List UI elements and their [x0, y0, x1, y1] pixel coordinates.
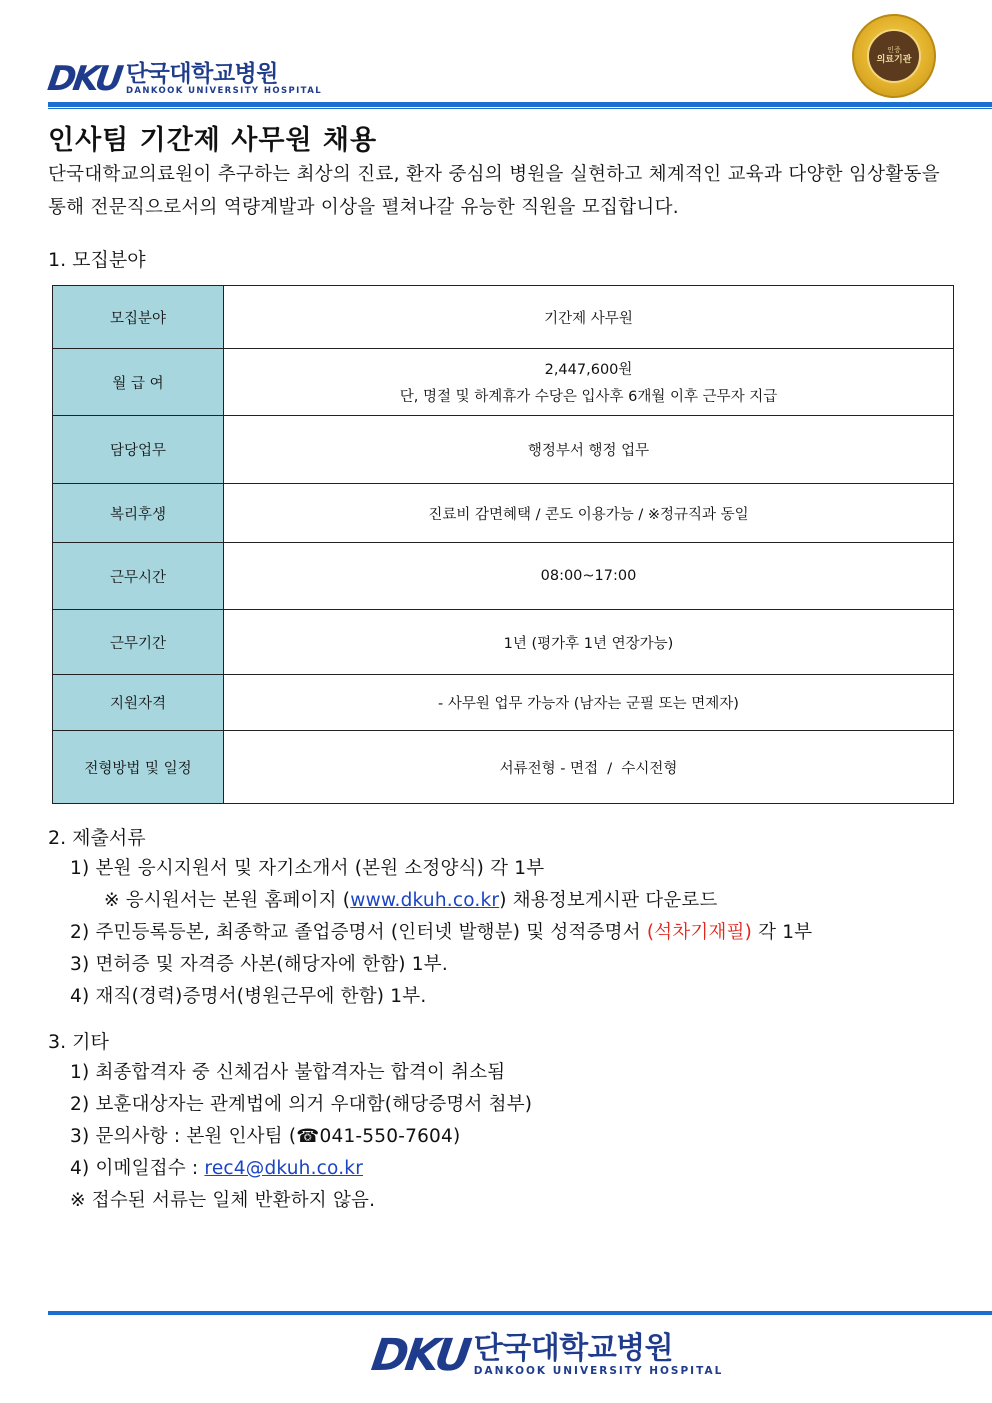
- top-divider: [48, 102, 992, 107]
- table-row: [53, 731, 954, 804]
- row-label: 전형방법 및 일정: [53, 731, 224, 804]
- row-value-cell: [224, 349, 954, 416]
- top-divider-thin: [48, 108, 992, 109]
- note-text: ※ 응시원서는 본원 홈페이지 (: [104, 890, 351, 911]
- page-title: 인사팀 기간제 사무원 채용: [48, 125, 378, 156]
- table-row: [53, 286, 954, 349]
- list-item: 1) 본원 응시지원서 및 자기소개서 (본원 소정양식) 각 1부: [70, 858, 545, 879]
- list-item: 1) 최종합격자 중 신체검사 불합격자는 합격이 취소됨: [70, 1062, 506, 1083]
- hospital-name: 단국대학교병원: [473, 1331, 674, 1366]
- table-row: [53, 349, 954, 416]
- homepage-link[interactable]: www.dkuh.co.kr: [350, 890, 500, 911]
- section3-heading: 3. 기타: [48, 1031, 109, 1053]
- logo-text: [126, 62, 322, 96]
- dku-logo-mark: [45, 59, 123, 99]
- item-text: 각 1부: [752, 922, 813, 943]
- row-label: 담당업무: [53, 416, 224, 484]
- dku-logo-mark: [368, 1330, 472, 1381]
- seal-inner: [867, 29, 921, 83]
- intro-paragraph: 단국대학교의료원이 추구하는 최상의 진료, 환자 중심의 병원을 실현하고 체계적인 교육과 다양한 임상활동을 통해 전문직으로서의 역량계발과 이상을 펼쳐나갈 유능한 직원을 모집합니다.: [48, 164, 940, 218]
- row-label: 근무기간: [53, 610, 224, 675]
- row-value: 08:00~17:00: [224, 543, 954, 610]
- row-label: 복리후생: [53, 484, 224, 543]
- list-item-note: [70, 885, 812, 917]
- bottom-divider: [48, 1311, 992, 1315]
- section2-heading: 2. 제출서류: [48, 827, 146, 849]
- note-text: ) 채용정보게시판 다운로드: [499, 890, 718, 911]
- header-logo: [45, 59, 323, 99]
- section3-list: [70, 1057, 532, 1217]
- table-row: [53, 543, 954, 610]
- seal-main-text: 의료기관: [876, 55, 912, 65]
- list-item-note: ※ 접수된 서류는 일체 반환하지 않음.: [70, 1190, 376, 1211]
- dku-logo-letters: DKU: [368, 1330, 472, 1381]
- certification-seal: [852, 14, 936, 98]
- list-item: 3) 문의사항 : 본원 인사팀 (☎041-550-7604): [70, 1126, 461, 1147]
- salary-note: 단, 명절 및 하계휴가 수당은 입사후 6개월 이후 근무자 지급: [399, 389, 778, 405]
- row-label: 근무시간: [53, 543, 224, 610]
- row-value: 행정부서 행정 업무: [224, 416, 954, 484]
- list-item: 3) 면허증 및 자격증 사본(해당자에 한함) 1부.: [70, 954, 448, 975]
- table-row: [53, 484, 954, 543]
- row-value: 진료비 감면혜택 / 콘도 이용가능 / ※정규직과 동일: [224, 484, 954, 543]
- dku-logo-letters: DKU: [45, 59, 123, 99]
- table-row: [53, 610, 954, 675]
- email-link[interactable]: rec4@dkuh.co.kr: [204, 1158, 364, 1179]
- row-label: 모집분야: [53, 286, 224, 349]
- row-label: 월 급 여: [53, 349, 224, 416]
- salary-amount: 2,447,600원: [544, 362, 633, 378]
- list-item: 4) 재직(경력)증명서(병원근무에 한함) 1부.: [70, 986, 427, 1007]
- item-text: 2) 주민등록등본, 최종학교 졸업증명서 (인터넷 발행분) 및 성적증명서: [70, 922, 647, 943]
- row-value: - 사무원 업무 가능자 (남자는 군필 또는 면제자): [224, 675, 954, 731]
- footer-logo: [368, 1330, 724, 1381]
- table-row: [53, 675, 954, 731]
- hospital-name-en: DANKOOK UNIVERSITY HOSPITAL: [125, 86, 323, 96]
- section2-list: [70, 853, 812, 1013]
- list-item: [70, 1153, 532, 1185]
- recruitment-table: [52, 285, 954, 804]
- hospital-name: 단국대학교병원: [125, 61, 278, 87]
- logo-text: [474, 1333, 723, 1378]
- table-row: [53, 416, 954, 484]
- section1-heading: 1. 모집분야: [48, 249, 146, 271]
- list-item: 2) 보훈대상자는 관계법에 의거 우대함(해당증명서 첨부): [70, 1094, 533, 1115]
- row-value: 기간제 사무원: [224, 286, 954, 349]
- row-value: 서류전형 - 면접 / 수시전형: [224, 731, 954, 804]
- item-text: 4) 이메일접수 :: [70, 1158, 205, 1179]
- row-label: 지원자격: [53, 675, 224, 731]
- row-value: 1년 (평가후 1년 연장가능): [224, 610, 954, 675]
- list-item: [70, 917, 812, 949]
- seal-small-text: 인증: [887, 46, 901, 54]
- hospital-name-en: DANKOOK UNIVERSITY HOSPITAL: [473, 1365, 724, 1377]
- highlight-text: (석차기재필): [646, 922, 753, 943]
